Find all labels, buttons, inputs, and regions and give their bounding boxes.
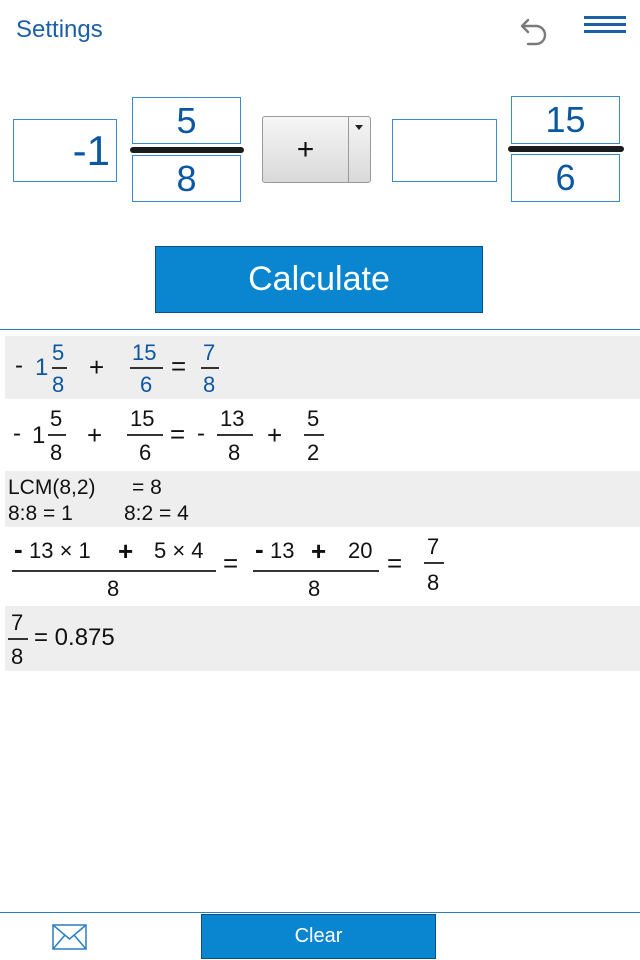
denominator: 6 [139,440,152,465]
equals: = [223,548,239,578]
undo-icon[interactable] [518,12,552,46]
denominator: 8 [228,440,241,465]
result-line-converted [5,400,640,470]
lcm-label: LCM(8,2) [8,476,96,499]
denominator: 8 [52,372,65,397]
menu-bar-bottom [584,30,626,33]
lcm-value: = 8 [132,476,162,499]
term: 13 [270,538,295,563]
numerator: 5 [52,340,65,365]
result-line-summary [5,336,640,399]
results-divider [0,329,640,330]
dropdown-arrow-icon [355,125,363,130]
operator: + [118,536,134,566]
second-whole-input[interactable] [392,119,497,182]
numerator: 5 [50,406,63,431]
result-line-lcm [5,471,640,527]
fraction-line [130,367,163,369]
lcm-division: 8:2 = 4 [124,502,189,525]
equals: = [170,419,186,449]
operator: + [87,420,103,450]
second-denominator-input[interactable]: 6 [511,154,620,202]
fraction-line [12,570,216,572]
decimal-result: = 0.875 [34,624,115,651]
numerator: 15 [132,340,157,365]
result-numerator: 7 [427,534,440,559]
term: 5 × 4 [154,538,204,563]
fraction-line [424,562,444,564]
fraction-line [48,434,66,436]
operator: + [311,536,327,566]
calculate-button[interactable]: Calculate [155,246,483,313]
second-fraction-bar [508,146,624,152]
sign: - [14,534,23,564]
clear-button[interactable]: Clear [201,914,436,959]
sign: - [197,420,205,447]
first-whole-input[interactable]: -1 [13,119,117,182]
sign: - [255,534,264,564]
term: 13 × 1 [29,538,91,563]
denominator: 6 [140,372,153,397]
result-line-combined [5,528,640,605]
operator: + [267,420,283,450]
menu-bar-middle [584,23,626,26]
numerator: 15 [130,406,155,431]
hamburger-menu-icon[interactable] [584,16,626,36]
whole: 1 [35,354,49,381]
operator-value: + [263,117,349,182]
denominator: 8 [107,576,120,601]
result-denominator: 8 [427,570,440,595]
denominator: 2 [307,440,320,465]
fraction-line [52,367,67,369]
operator-select[interactable] [262,116,371,183]
sign: - [15,352,23,379]
first-fraction-bar [130,147,244,153]
fraction-line [8,638,28,640]
result-line-decimal [5,606,640,671]
denominator: 8 [308,576,321,601]
denominator: 8 [11,644,24,669]
menu-bar-top [584,16,626,19]
fraction-line [253,570,379,572]
settings-link[interactable]: Settings [16,16,103,43]
operator: + [89,352,105,382]
term: 20 [348,538,373,563]
numerator: 7 [11,610,24,635]
first-numerator-input[interactable]: 5 [132,97,241,144]
fraction-line [217,434,253,436]
first-denominator-input[interactable]: 8 [132,155,241,202]
numerator: 13 [220,406,245,431]
sign: - [13,420,21,447]
denominator: 8 [50,440,63,465]
fraction-line [201,367,219,369]
fraction-line [127,434,163,436]
lcm-division: 8:8 = 1 [8,502,73,525]
footer-divider [0,912,640,913]
equals: = [171,351,187,381]
result-numerator: 7 [203,340,216,365]
second-numerator-input[interactable]: 15 [511,96,620,144]
fraction-line [304,434,324,436]
numerator: 5 [307,406,320,431]
equals: = [387,548,403,578]
result-denominator: 8 [203,372,216,397]
mail-icon[interactable] [52,924,87,950]
whole: 1 [32,422,46,449]
